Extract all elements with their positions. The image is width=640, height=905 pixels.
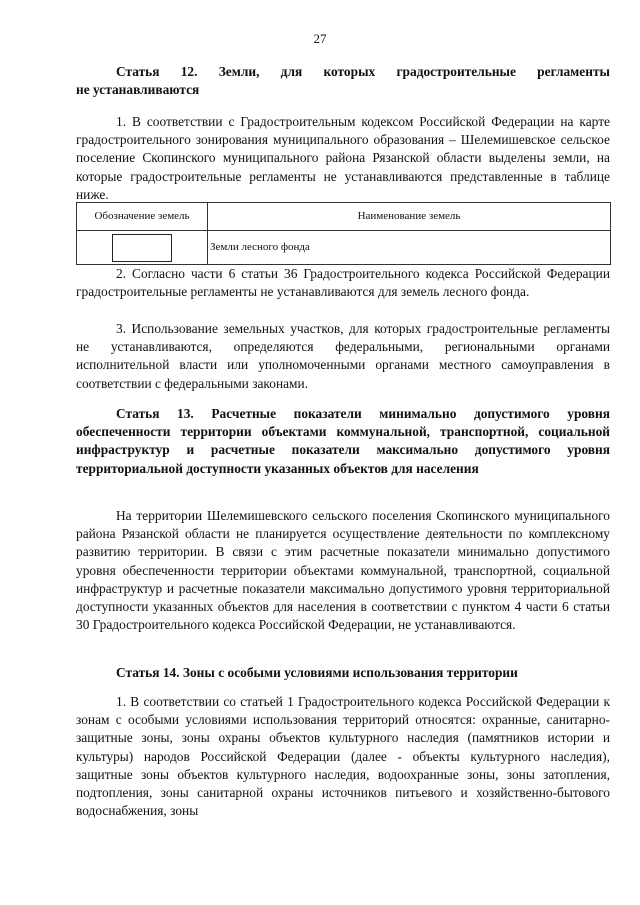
article-12-heading-line1: Статья 12. Земли, для которых градостроительные регламенты (116, 64, 610, 79)
table-cell-land-name: Земли лесного фонда (208, 231, 611, 265)
article-14-heading: Статья 14. Зоны с особыми условиями использования территории (116, 665, 518, 680)
article-13-paragraph-1: На территории Шелемишевского сельского поселения Скопинского муниципального района Рязанской области не планируется осуществление деятельности по комплексному развитию территории. В связи с этим расчетные показатели минимально допустимого уровня обеспеченности территории объектами коммунальной, транспортной, социальной инфраструктур и расчетные показатели максимально допустимого уровня территориальной доступности указанных объектов для населения в соответствии с пунктом 4 части 6 статьи 30 Градостроительного кодекса Российской Федерации, не устанавливаются. (76, 508, 610, 633)
article-13-heading-rest: обеспеченности территории объектами коммунальной, транспортной, социальной инфраструктур и расчетные показатели максимально допустимого уровня территориальной доступности указанных объектов для населения (76, 424, 610, 476)
article-13-heading (76, 405, 610, 478)
article-12-heading-line2: не устанавливаются (76, 82, 200, 98)
page-number: 27 (313, 31, 327, 46)
article-13-heading-line1: Статья 13. Расчетные показатели минимально допустимого уровня (116, 406, 610, 421)
article-14-paragraph-1: 1. В соответствии со статьей 1 Градостроительного кодекса Российской Федерации к зонам с особыми условиями использования территорий относятся: охранные, санитарно-защитные зоны, зоны охраны объектов культурного наследия (памятников истории и культуры) народов Российской Федерации (далее - объекты культурного наследия), защитные зоны объектов культурного наследия, водоохранные зоны, зоны затопления, подтопления, зоны санитарной охраны источников питьевого и хозяйственно-бытового водоснабжения, зоны (76, 694, 610, 819)
table-header-designation: Обозначение земель (77, 203, 208, 231)
table-header-row (77, 203, 611, 231)
land-symbol-box (112, 234, 172, 262)
table-row (77, 231, 611, 265)
article-12-heading (76, 63, 610, 99)
article-12-paragraph-2: 2. Согласно части 6 статьи 36 Градостроительного кодекса Российской Федерации градостроительные регламенты не устанавливаются для земель лесного фонда. (76, 266, 610, 300)
lands-table (76, 202, 611, 265)
table-cell-symbol (77, 231, 208, 265)
table-header-name: Наименование земель (208, 203, 611, 231)
article-12-paragraph-3: 3. Использование земельных участков, для которых градостроительные регламенты не устанавливаются, определяются федеральными, региональными органами исполнительной власти или уполномоченными органами местного самоуправления в соответствии с федеральными законами. (76, 321, 610, 391)
article-12-paragraph-1: 1. В соответствии с Градостроительным кодексом Российской Федерации на карте градостроительного зонирования муниципального образования – Шелемишевское сельское поселение Скопинского муниципального района Рязанской области выделены земли, на которые градостроительные регламенты не устанавливаются представленные в таблице ниже. (76, 114, 610, 202)
